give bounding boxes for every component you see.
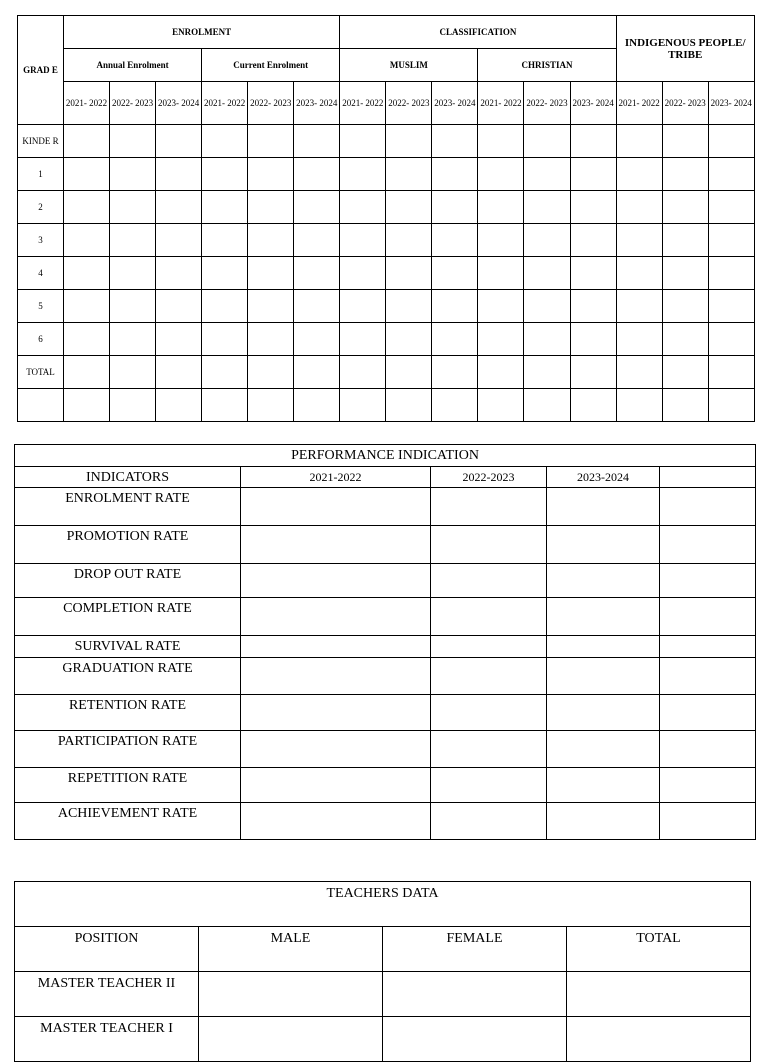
indicator-label: REPETITION RATE: [15, 768, 241, 803]
enrolment-cell: [386, 191, 432, 224]
enrolment-cell: [432, 290, 478, 323]
enrolment-cell: [156, 257, 202, 290]
enrolment-cell: [708, 323, 754, 356]
enrolment-cell: [64, 158, 110, 191]
indicator-value-cell: [547, 488, 660, 526]
enrolment-cell: [340, 191, 386, 224]
teacher-count-cell: [567, 1017, 751, 1062]
enrolment-cell: [64, 356, 110, 389]
indicator-value-cell: [241, 731, 431, 768]
enrolment-cell: [616, 323, 662, 356]
enrolment-cell: [248, 257, 294, 290]
year-current-2: 2023- 2024: [294, 82, 340, 125]
enrolment-cell: [110, 389, 156, 422]
enrolment-cell: [202, 191, 248, 224]
enrolment-cell: [478, 191, 524, 224]
indicator-value-cell: [660, 731, 756, 768]
enrolment-cell: [156, 191, 202, 224]
enrolment-table: [17, 15, 755, 422]
grade-label: 5: [18, 290, 64, 323]
year-annual-0: 2021- 2022: [64, 82, 110, 125]
enrolment-cell: [64, 323, 110, 356]
grade-row: [18, 158, 755, 191]
enrolment-cell: [662, 356, 708, 389]
enrolment-cell: [570, 125, 616, 158]
enrolment-cell: [340, 389, 386, 422]
enrolment-cell: [110, 158, 156, 191]
indicator-value-cell: [547, 803, 660, 840]
enrolment-cell: [524, 158, 570, 191]
indicator-value-cell: [547, 658, 660, 695]
enrolment-cell: [478, 257, 524, 290]
enrolment-cell: [432, 158, 478, 191]
enrolment-cell: [248, 290, 294, 323]
enrolment-cell: [202, 323, 248, 356]
enrolment-cell: [570, 257, 616, 290]
enrolment-cell: [202, 290, 248, 323]
indicator-value-cell: [660, 636, 756, 658]
indicator-label: PROMOTION RATE: [15, 526, 241, 564]
enrolment-cell: [662, 158, 708, 191]
enrolment-cell: [708, 224, 754, 257]
year-muslim-1: 2022- 2023: [386, 82, 432, 125]
teacher-count-cell: [199, 1017, 383, 1062]
enrolment-cell: [110, 356, 156, 389]
enrolment-cell: [64, 224, 110, 257]
enrolment-cell: [294, 191, 340, 224]
enrolment-cell: [524, 323, 570, 356]
enrolment-cell: [524, 356, 570, 389]
indicator-value-cell: [660, 803, 756, 840]
enrolment-cell: [340, 290, 386, 323]
enrolment-cell: [64, 290, 110, 323]
enrolment-cell: [478, 389, 524, 422]
indicator-value-cell: [241, 598, 431, 636]
enrolment-cell: [156, 224, 202, 257]
enrolment-cell: [524, 191, 570, 224]
performance-indication-table: [14, 444, 756, 840]
enrolment-cell: [386, 389, 432, 422]
enrolment-cell: [478, 224, 524, 257]
enrolment-cell: [156, 158, 202, 191]
grade-label: 3: [18, 224, 64, 257]
enrolment-cell: [110, 191, 156, 224]
enrolment-cell: [478, 290, 524, 323]
indicator-label: GRADUATION RATE: [15, 658, 241, 695]
indicator-value-cell: [431, 636, 547, 658]
enrolment-cell: [708, 356, 754, 389]
enrolment-cell: [616, 125, 662, 158]
teacher-count-cell: [199, 972, 383, 1017]
enrolment-cell: [340, 356, 386, 389]
enrolment-cell: [616, 356, 662, 389]
teachers-data-table: [14, 881, 751, 1062]
enrolment-cell: [662, 290, 708, 323]
enrolment-cell: [616, 191, 662, 224]
enrolment-cell: [432, 257, 478, 290]
indicator-value-cell: [431, 695, 547, 731]
indicators-header: INDICATORS: [15, 467, 241, 488]
enrolment-cell: [570, 290, 616, 323]
year-header-0: 2021-2022: [241, 467, 431, 488]
indigenous-people-header: INDIGENOUS PEOPLE/ TRIBE: [616, 16, 754, 82]
enrolment-cell: [248, 356, 294, 389]
enrolment-cell: [294, 158, 340, 191]
enrolment-cell: [386, 158, 432, 191]
enrolment-cell: [110, 224, 156, 257]
enrolment-cell: [570, 191, 616, 224]
enrolment-cell: [156, 389, 202, 422]
indicator-label: RETENTION RATE: [15, 695, 241, 731]
enrolment-cell: [432, 356, 478, 389]
year-muslim-0: 2021- 2022: [340, 82, 386, 125]
enrolment-cell: [64, 389, 110, 422]
indicator-value-cell: [431, 598, 547, 636]
grade-label: 4: [18, 257, 64, 290]
enrolment-cell: [64, 257, 110, 290]
indicator-value-cell: [547, 731, 660, 768]
enrolment-cell: [662, 191, 708, 224]
indicator-value-cell: [660, 564, 756, 598]
year-indigenous-0: 2021- 2022: [616, 82, 662, 125]
teacher-position-row: [15, 1017, 751, 1062]
enrolment-cell: [386, 290, 432, 323]
enrolment-cell: [248, 224, 294, 257]
year-current-1: 2022- 2023: [248, 82, 294, 125]
enrolment-cell: [616, 224, 662, 257]
grade-row: [18, 323, 755, 356]
indicator-row: [15, 731, 756, 768]
annual-enrolment-header: Annual Enrolment: [64, 49, 202, 82]
indicator-value-cell: [431, 803, 547, 840]
enrolment-cell: [156, 125, 202, 158]
grade-label: [18, 389, 64, 422]
year-christian-2: 2023- 2024: [570, 82, 616, 125]
enrolment-cell: [662, 323, 708, 356]
enrolment-cell: [708, 191, 754, 224]
grade-label: 1: [18, 158, 64, 191]
indicator-row: [15, 695, 756, 731]
teacher-position-row: [15, 972, 751, 1017]
enrolment-cell: [248, 125, 294, 158]
grade-row: [18, 257, 755, 290]
enrolment-cell: [386, 323, 432, 356]
indicator-row: [15, 803, 756, 840]
enrolment-cell: [524, 125, 570, 158]
enrolment-cell: [202, 257, 248, 290]
indicator-value-cell: [660, 598, 756, 636]
grade-row: [18, 290, 755, 323]
teachers-data-title: TEACHERS DATA: [15, 882, 751, 927]
year-indigenous-1: 2022- 2023: [662, 82, 708, 125]
indicator-value-cell: [660, 488, 756, 526]
indicator-value-cell: [431, 768, 547, 803]
teacher-count-cell: [383, 1017, 567, 1062]
enrolment-cell: [432, 224, 478, 257]
indicator-value-cell: [241, 803, 431, 840]
enrolment-cell: [662, 257, 708, 290]
enrolment-cell: [248, 158, 294, 191]
indicator-value-cell: [241, 564, 431, 598]
indicator-value-cell: [431, 731, 547, 768]
year-annual-2: 2023- 2024: [156, 82, 202, 125]
enrolment-cell: [708, 125, 754, 158]
enrolment-cell: [708, 158, 754, 191]
enrolment-cell: [110, 290, 156, 323]
enrolment-cell: [110, 323, 156, 356]
indicator-row: [15, 598, 756, 636]
enrolment-cell: [616, 257, 662, 290]
indicator-value-cell: [547, 526, 660, 564]
enrolment-cell: [616, 389, 662, 422]
indicator-row: [15, 488, 756, 526]
enrolment-cell: [662, 224, 708, 257]
enrolment-cell: [386, 125, 432, 158]
year-indigenous-2: 2023- 2024: [708, 82, 754, 125]
indicator-value-cell: [660, 658, 756, 695]
enrolment-cell: [662, 389, 708, 422]
indicator-value-cell: [241, 636, 431, 658]
enrolment-cell: [524, 257, 570, 290]
indicator-value-cell: [547, 695, 660, 731]
year-christian-0: 2021- 2022: [478, 82, 524, 125]
grade-label: 6: [18, 323, 64, 356]
enrolment-cell: [432, 191, 478, 224]
enrolment-cell: [478, 323, 524, 356]
enrolment-cell: [202, 125, 248, 158]
grade-label: TOTAL: [18, 356, 64, 389]
grade-row: [18, 224, 755, 257]
position-label: MASTER TEACHER II: [15, 972, 199, 1017]
indicator-row: [15, 636, 756, 658]
grade-row: [18, 389, 755, 422]
enrolment-cell: [110, 257, 156, 290]
indicator-value-cell: [547, 564, 660, 598]
enrolment-cell: [156, 323, 202, 356]
enrolment-cell: [478, 356, 524, 389]
indicator-value-cell: [241, 526, 431, 564]
indicator-value-cell: [431, 564, 547, 598]
enrolment-cell: [294, 323, 340, 356]
year-header-1: 2022-2023: [431, 467, 547, 488]
enrolment-cell: [340, 125, 386, 158]
year-muslim-2: 2023- 2024: [432, 82, 478, 125]
christian-header: CHRISTIAN: [478, 49, 616, 82]
year-header-3: [660, 467, 756, 488]
indicator-row: [15, 768, 756, 803]
teacher-count-cell: [567, 972, 751, 1017]
enrolment-cell: [340, 323, 386, 356]
indicator-label: DROP OUT RATE: [15, 564, 241, 598]
enrolment-cell: [340, 224, 386, 257]
current-enrolment-header: Current Enrolment: [202, 49, 340, 82]
indicator-value-cell: [660, 768, 756, 803]
enrolment-cell: [340, 158, 386, 191]
enrolment-cell: [156, 290, 202, 323]
indicator-value-cell: [431, 658, 547, 695]
teacher-count-cell: [383, 972, 567, 1017]
grade-label: 2: [18, 191, 64, 224]
enrolment-cell: [156, 356, 202, 389]
enrolment-cell: [524, 224, 570, 257]
muslim-header: MUSLIM: [340, 49, 478, 82]
enrolment-cell: [524, 290, 570, 323]
enrolment-cell: [294, 290, 340, 323]
indicator-label: COMPLETION RATE: [15, 598, 241, 636]
indicator-value-cell: [431, 526, 547, 564]
enrolment-cell: [386, 257, 432, 290]
year-annual-1: 2022- 2023: [110, 82, 156, 125]
enrolment-cell: [616, 290, 662, 323]
enrolment-cell: [294, 389, 340, 422]
indicator-row: [15, 564, 756, 598]
indicator-value-cell: [547, 636, 660, 658]
enrolment-header: ENROLMENT: [64, 16, 340, 49]
enrolment-cell: [570, 158, 616, 191]
indicator-value-cell: [241, 488, 431, 526]
enrolment-cell: [478, 158, 524, 191]
enrolment-cell: [708, 389, 754, 422]
grade-row: [18, 191, 755, 224]
year-header-2: 2023-2024: [547, 467, 660, 488]
enrolment-cell: [202, 389, 248, 422]
year-christian-1: 2022- 2023: [524, 82, 570, 125]
enrolment-cell: [570, 389, 616, 422]
enrolment-cell: [294, 257, 340, 290]
teachers-header-1: MALE: [199, 927, 383, 972]
enrolment-cell: [570, 323, 616, 356]
enrolment-cell: [64, 125, 110, 158]
teachers-header-2: FEMALE: [383, 927, 567, 972]
enrolment-cell: [294, 356, 340, 389]
enrolment-cell: [386, 356, 432, 389]
indicator-value-cell: [241, 658, 431, 695]
position-label: MASTER TEACHER I: [15, 1017, 199, 1062]
enrolment-cell: [110, 125, 156, 158]
indicator-label: ACHIEVEMENT RATE: [15, 803, 241, 840]
enrolment-cell: [340, 257, 386, 290]
indicator-value-cell: [241, 695, 431, 731]
indicator-value-cell: [547, 768, 660, 803]
indicator-label: PARTICIPATION RATE: [15, 731, 241, 768]
enrolment-cell: [202, 224, 248, 257]
indicator-label: ENROLMENT RATE: [15, 488, 241, 526]
indicator-value-cell: [431, 488, 547, 526]
enrolment-cell: [294, 224, 340, 257]
enrolment-cell: [662, 125, 708, 158]
enrolment-cell: [294, 125, 340, 158]
enrolment-cell: [386, 224, 432, 257]
year-current-0: 2021- 2022: [202, 82, 248, 125]
enrolment-cell: [708, 290, 754, 323]
indicator-value-cell: [660, 695, 756, 731]
grade-row: [18, 125, 755, 158]
enrolment-cell: [478, 125, 524, 158]
enrolment-cell: [202, 356, 248, 389]
enrolment-cell: [708, 257, 754, 290]
enrolment-cell: [202, 158, 248, 191]
teachers-header-3: TOTAL: [567, 927, 751, 972]
enrolment-cell: [432, 125, 478, 158]
indicator-row: [15, 658, 756, 695]
indicator-value-cell: [660, 526, 756, 564]
enrolment-cell: [616, 158, 662, 191]
enrolment-cell: [432, 389, 478, 422]
indicator-row: [15, 526, 756, 564]
enrolment-cell: [248, 191, 294, 224]
performance-title: PERFORMANCE INDICATION: [15, 445, 756, 467]
enrolment-cell: [248, 389, 294, 422]
indicator-value-cell: [241, 768, 431, 803]
enrolment-cell: [432, 323, 478, 356]
enrolment-cell: [524, 389, 570, 422]
grade-label: KINDE R: [18, 125, 64, 158]
indicator-label: SURVIVAL RATE: [15, 636, 241, 658]
enrolment-cell: [570, 356, 616, 389]
enrolment-cell: [248, 323, 294, 356]
teachers-header-0: POSITION: [15, 927, 199, 972]
enrolment-cell: [570, 224, 616, 257]
classification-header: CLASSIFICATION: [340, 16, 616, 49]
enrolment-cell: [64, 191, 110, 224]
grade-row: [18, 356, 755, 389]
grade-header: GRAD E: [18, 16, 64, 125]
indicator-value-cell: [547, 598, 660, 636]
